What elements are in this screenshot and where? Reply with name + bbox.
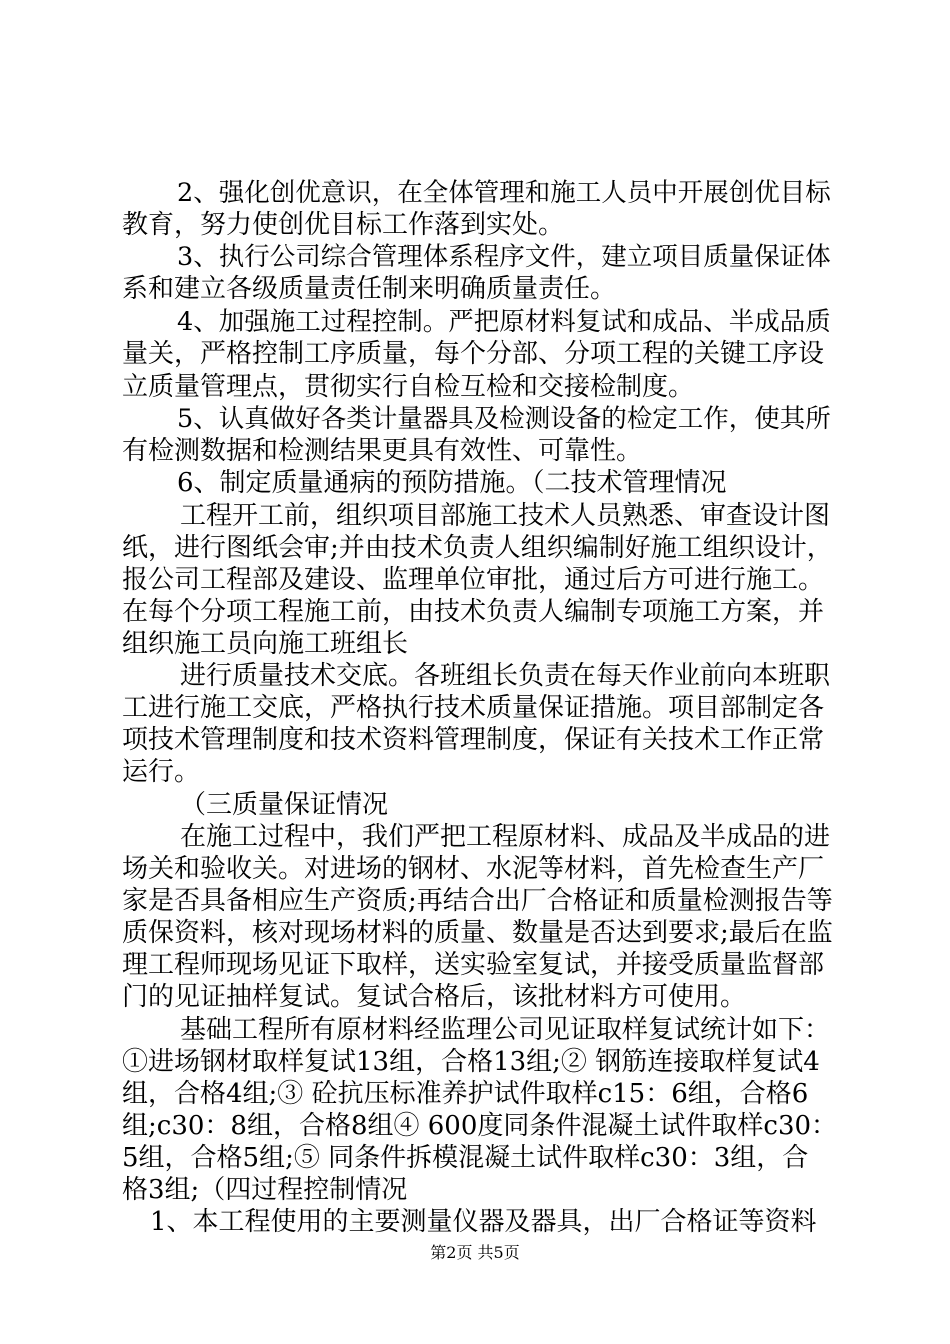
text-line: 在每个分项工程施工前，由技术负责人编制专项施工方案，并 [122, 597, 825, 627]
text-line: 场关和验收关。对进场的钢材、水泥等材料，首先检查生产厂 [122, 854, 825, 884]
text-line: 运行。 [122, 757, 201, 787]
text-line: 理工程师现场见证下取样，送实验室复试，并接受质量监督部 [122, 950, 825, 980]
text-line: 量关，严格控制工序质量，每个分部、分项工程的关键工序设 [122, 339, 825, 369]
text-line: 格3组;（四过程控制情况 [122, 1175, 408, 1205]
text-line: 报公司工程部及建设、监理单位审批，通过后方可进行施工。 [122, 565, 825, 595]
text-line: 3、执行公司综合管理体系程序文件，建立项目质量保证体 [177, 242, 831, 272]
text-line: 组;c30：8组，合格8组④ 600度同条件混凝土试件取样c30： [122, 1111, 838, 1141]
text-line: 门的见证抽样复试。复试合格后，该批材料方可使用。 [122, 982, 747, 1012]
text-line: 进行质量技术交底。各班组长负责在每天作业前向本班职 [180, 661, 831, 691]
text-line: 4、加强施工过程控制。严把原材料复试和成品、半成品质 [177, 307, 831, 337]
text-line: 5组，合格5组;⑤ 同条件拆模混凝土试件取样c30：3组，合 [122, 1143, 809, 1173]
text-line: 项技术管理制度和技术资料管理制度，保证有关技术工作正常 [122, 725, 825, 755]
text-line: 工进行施工交底，严格执行技术质量保证措施。项目部制定各 [122, 693, 825, 723]
text-line: 1、本工程使用的主要测量仪器及器具，出厂合格证等资料 [150, 1207, 817, 1237]
text-line: ①进场钢材取样复试13组，合格13组;② 钢筋连接取样复试4 [122, 1047, 820, 1077]
text-line: 6、制定质量通病的预防措施。（二技术管理情况 [177, 468, 727, 498]
text-line: 教育，努力使创优目标工作落到实处。 [122, 210, 565, 240]
text-line: 2、强化创优意识，在全体管理和施工人员中开展创优目标 [177, 178, 831, 208]
text-line: 系和建立各级质量责任制来明确质量责任。 [122, 274, 617, 304]
section-heading: （三质量保证情况 [180, 790, 389, 820]
text-line: 基础工程所有原材料经监理公司见证取样复试统计如下： [180, 1015, 831, 1045]
text-line: 有检测数据和检测结果更具有效性、可靠性。 [122, 436, 643, 466]
text-line: 质保资料，核对现场材料的质量、数量是否达到要求;最后在监 [122, 918, 833, 948]
text-line: 在施工过程中，我们严把工程原材料、成品及半成品的进 [180, 822, 831, 852]
page-footer: 第2页 共5页 [430, 1243, 520, 1262]
text-line: 立质量管理点，贯彻实行自检互检和交接检制度。 [122, 372, 695, 402]
text-line: 家是否具备相应生产资质;再结合出厂合格证和质量检测报告等 [122, 886, 833, 916]
text-line: 组，合格4组;③ 砼抗压标准养护试件取样c15：6组，合格6 [122, 1079, 809, 1109]
text-line: 组织施工员向施工班组长 [122, 629, 409, 659]
text-line: 工程开工前，组织项目部施工技术人员熟悉、审查设计图 [180, 501, 831, 531]
text-line: 5、认真做好各类计量器具及检测设备的检定工作，使其所 [177, 404, 831, 434]
text-line: 纸，进行图纸会审;并由技术负责人组织编制好施工组织设计， [122, 533, 833, 563]
